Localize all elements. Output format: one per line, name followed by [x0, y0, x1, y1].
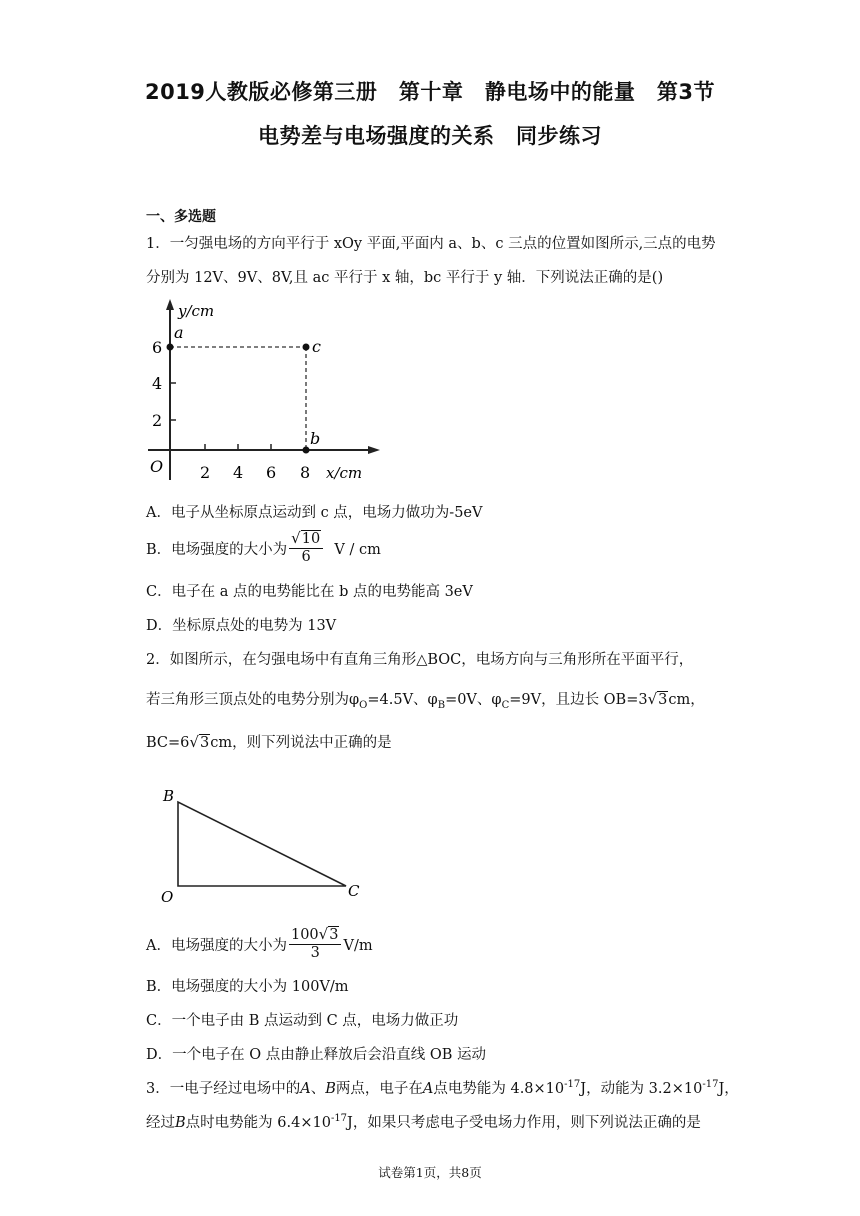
x-tick-label-4: 4: [233, 463, 244, 482]
q1-option-b-prefix: B．电场强度的大小为: [146, 542, 288, 558]
q2-stem-line-2: 若三角形三顶点处的电势分别为$\varphi_O=4.5V$、$\varphi_B=0V$、$\varphi_C=9V$，且边长 OB=3√3cm，: [146, 690, 705, 711]
x-tick-label-2: 2: [200, 463, 211, 482]
q2-option-a-fraction: $\frac{100√3}{3}$: [289, 926, 341, 962]
q1-option-c: C．电子在 a 点的电势能比在 b 点的电势能高 3eV: [146, 584, 473, 600]
x-axis-label: x/cm: [326, 464, 363, 482]
q1-option-b-fraction: [289, 530, 323, 566]
y-axis-arrow-icon: [166, 299, 174, 310]
q3-stem-line-2: 经过B点时电势能为 $6.4\times 10^{-17}J$，如果只考虑电子受电场力作用，则下列说法正确的是: [146, 1113, 701, 1131]
q1-option-b-unit: V / cm: [334, 542, 381, 558]
page-title-line-2: 电势差与电场强度的关系 同步练习: [258, 124, 602, 148]
page-title-line-1: 2019人教版必修第三册 第十章 静电场中的能量 第3节: [144, 80, 716, 104]
q2-option-d: D．一个电子在 O 点由静止释放后会沿直线 OB 运动: [146, 1047, 486, 1063]
q2-option-a: A．电场强度的大小为 $\frac{100√3}{3}$ V/m: [146, 925, 373, 961]
page-footer: 试卷第1页，共8页: [378, 1165, 482, 1180]
point-a-dot: [167, 344, 174, 351]
x-tick-label-8: 8: [300, 463, 311, 482]
q2-option-c: C．一个电子由 B 点运动到 C 点，电场力做正功: [146, 1013, 459, 1029]
q1-stem-line-1: 1．一匀强电场的方向平行于 xOy 平面,平面内 a、b、c 三点的位置如图所示,三点的电势: [146, 236, 716, 252]
q1-option-b: [146, 529, 381, 568]
vertex-b-label: B: [163, 787, 175, 805]
origin-label: O: [150, 457, 164, 476]
y-axis-label: y/cm: [178, 302, 215, 320]
section-heading: 一、多选题: [146, 209, 216, 225]
sqrt-10: √10: [291, 529, 321, 547]
vertex-c-label: C: [348, 882, 360, 900]
x-tick-label-6: 6: [266, 463, 277, 482]
y-tick-label-2: 2: [152, 411, 163, 430]
point-b-dot: [303, 447, 310, 454]
q2-stem-line-1: 2．如图所示，在匀强电场中有直角三角形△BOC，电场方向与三角形所在平面平行，: [146, 652, 694, 668]
q2-stem-line-3: BC=6√3cm，则下列说法中正确的是: [146, 733, 392, 751]
vertex-o-label: O: [161, 888, 174, 906]
point-b-label: b: [310, 429, 321, 448]
q1-coordinate-figure: [146, 296, 382, 488]
sqrt-3-bc: √3: [189, 733, 210, 751]
q1-option-b-denominator: 6: [301, 549, 311, 565]
q1-option-a: A．电子从坐标原点运动到 c 点，电场力做功为-5eV: [146, 505, 483, 521]
y-tick-label-4: 4: [152, 374, 163, 393]
triangle-boc: [178, 802, 346, 886]
q3-stem-line-1: 3．一电子经过电场中的A、B两点，电子在A点电势能为 $4.8\times 10^{-17}J$，动能为 $3.2\times 10^{-17}J$，: [146, 1079, 739, 1097]
point-c-label: c: [312, 337, 321, 356]
sqrt-3-ob: √3: [647, 690, 668, 708]
q2-triangle-figure: [150, 782, 370, 906]
x-axis-arrow-icon: [368, 446, 380, 454]
q1-stem-line-2: 分别为 12V、9V、8V,且 ac 平行于 x 轴，bc 平行于 y 轴．下列说法正确的是(): [146, 270, 664, 286]
point-c-dot: [303, 344, 310, 351]
q1-option-d: D．坐标原点处的电势为 13V: [146, 618, 337, 634]
q2-option-b: B．电场强度的大小为 100V/m: [146, 979, 349, 995]
point-a-label: a: [174, 323, 184, 342]
y-tick-label-6: 6: [152, 338, 163, 357]
